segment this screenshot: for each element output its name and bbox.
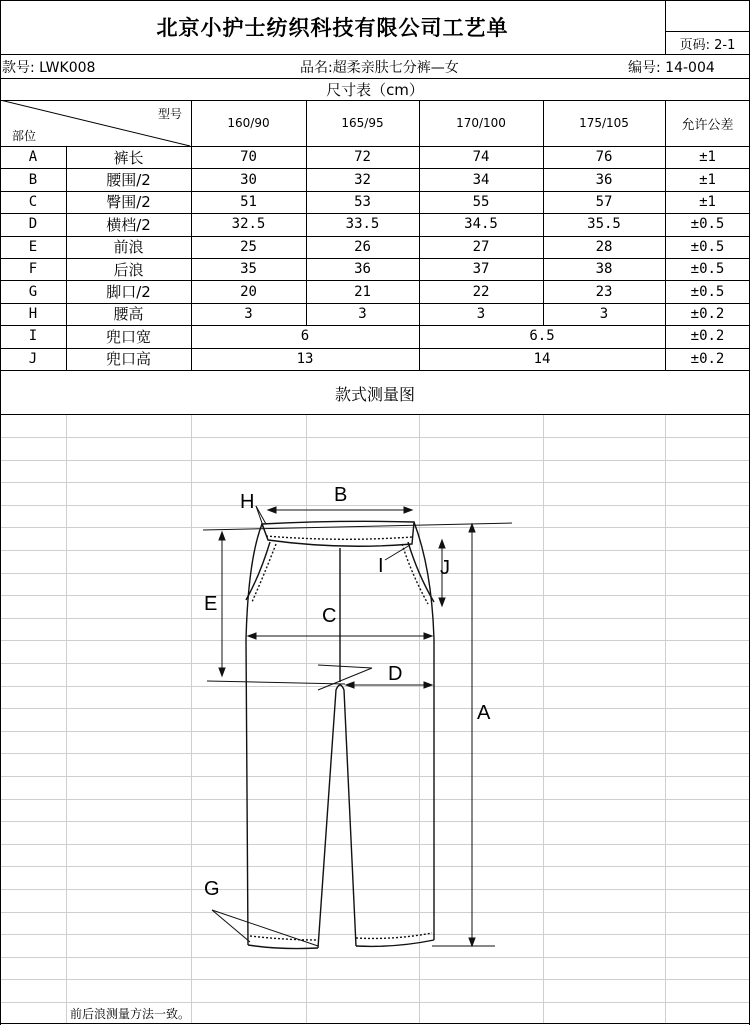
label-A: A: [477, 702, 491, 724]
size-value: 25: [240, 238, 257, 255]
tolerance-value: ±1: [699, 171, 716, 188]
label-E: E: [204, 593, 218, 615]
label-D: D: [388, 663, 403, 685]
merged-value-large: 6.5: [529, 328, 555, 345]
size-value: 37: [472, 261, 490, 278]
tolerance-value: ±0.2: [690, 305, 725, 322]
size-value: 26: [354, 238, 371, 255]
size-value: 70: [240, 149, 257, 166]
row-code: H: [28, 305, 38, 322]
size-header-3: 170/100: [456, 116, 506, 130]
size-value: 72: [354, 149, 371, 166]
tolerance-value: ±0.5: [690, 283, 725, 300]
label-C: C: [322, 605, 337, 627]
size-value: 36: [354, 261, 371, 278]
row-code: D: [28, 216, 38, 233]
size-value: 35: [240, 261, 257, 278]
size-value: 21: [354, 283, 371, 300]
row-part-name: 兜口高: [105, 350, 151, 369]
merged-value-large: 14: [533, 350, 551, 367]
row-part-name: 脚口/2: [106, 283, 151, 302]
size-header-2: 165/95: [341, 116, 384, 130]
tolerance-value: ±1: [699, 193, 716, 210]
tolerance-value: ±1: [699, 149, 716, 166]
size-value: 76: [595, 149, 613, 166]
corner-label-size: 型号: [157, 106, 182, 121]
serial-number: 编号: 14-004: [628, 60, 715, 76]
page-code: 页码: 2-1: [679, 37, 736, 53]
tolerance-value: ±0.5: [690, 261, 725, 278]
size-value: 33.5: [345, 216, 380, 233]
row-part-name: 臀围/2: [106, 193, 151, 212]
size-value: 36: [595, 171, 613, 188]
size-value: 28: [595, 238, 613, 255]
label-J: J: [440, 557, 450, 579]
size-value: 35.5: [587, 216, 621, 233]
pants-measurement-drawing: [0, 414, 750, 1014]
row-code: F: [28, 261, 38, 278]
row-code: J: [28, 350, 38, 367]
label-I: I: [378, 555, 384, 577]
tolerance-value: ±0.5: [690, 238, 725, 255]
label-H: H: [240, 491, 255, 513]
size-value: 74: [472, 149, 490, 166]
size-value: 55: [472, 193, 490, 210]
size-value: 3: [358, 305, 367, 322]
row-part-name: 前浪: [113, 238, 144, 257]
drawing-title: 款式测量图: [334, 384, 415, 404]
size-value: 32: [354, 171, 371, 188]
size-value: 22: [472, 283, 490, 300]
row-code: A: [28, 149, 38, 166]
size-value: 30: [240, 171, 257, 188]
label-B: B: [334, 484, 348, 506]
size-table-title: 尺寸表（cm）: [326, 80, 424, 99]
row-part-name: 兜口宽: [105, 327, 151, 346]
tolerance-value: ±0.5: [690, 216, 725, 233]
document-title: 北京小护士纺织科技有限公司工艺单: [156, 16, 509, 40]
row-part-name: 横档/2: [106, 215, 151, 234]
size-value: 3: [476, 305, 486, 322]
row-part-name: 腰高: [113, 305, 144, 324]
style-number: 款号: LWK008: [2, 60, 96, 76]
size-value: 32.5: [231, 216, 266, 233]
row-code: I: [28, 328, 38, 345]
tolerance-header: 允许公差: [681, 117, 734, 133]
row-code: C: [28, 193, 38, 210]
row-part-name: 裤长: [113, 148, 144, 167]
size-value: 20: [240, 283, 257, 300]
row-code: E: [28, 238, 38, 255]
size-value: 51: [240, 193, 257, 210]
row-code: B: [28, 171, 38, 188]
size-value: 34.5: [464, 216, 498, 233]
footer-note: 前后浪测量方法一致。: [70, 1007, 191, 1021]
size-value: 3: [244, 305, 253, 322]
size-value: 23: [595, 283, 613, 300]
row-part-name: 后浪: [113, 260, 144, 279]
corner-label-part: 部位: [11, 128, 36, 143]
header-diagonal: [0, 100, 191, 146]
product-name: 品名:超柔亲肤七分裤—女: [300, 60, 459, 76]
size-value: 27: [472, 238, 490, 255]
label-G: G: [204, 878, 220, 900]
row-part-name: 腰围/2: [106, 171, 151, 190]
size-value: 34: [472, 171, 490, 188]
tolerance-value: ±0.2: [690, 350, 725, 367]
merged-value-small: 13: [296, 350, 314, 367]
row-code: G: [28, 283, 38, 300]
size-header-4: 175/105: [579, 116, 629, 130]
size-value: 57: [595, 193, 613, 210]
size-value: 53: [354, 193, 371, 210]
size-value: 38: [595, 261, 613, 278]
size-value: 3: [599, 305, 609, 322]
tolerance-value: ±0.2: [690, 328, 725, 345]
merged-value-small: 6: [300, 328, 310, 345]
size-header-1: 160/90: [227, 116, 270, 130]
